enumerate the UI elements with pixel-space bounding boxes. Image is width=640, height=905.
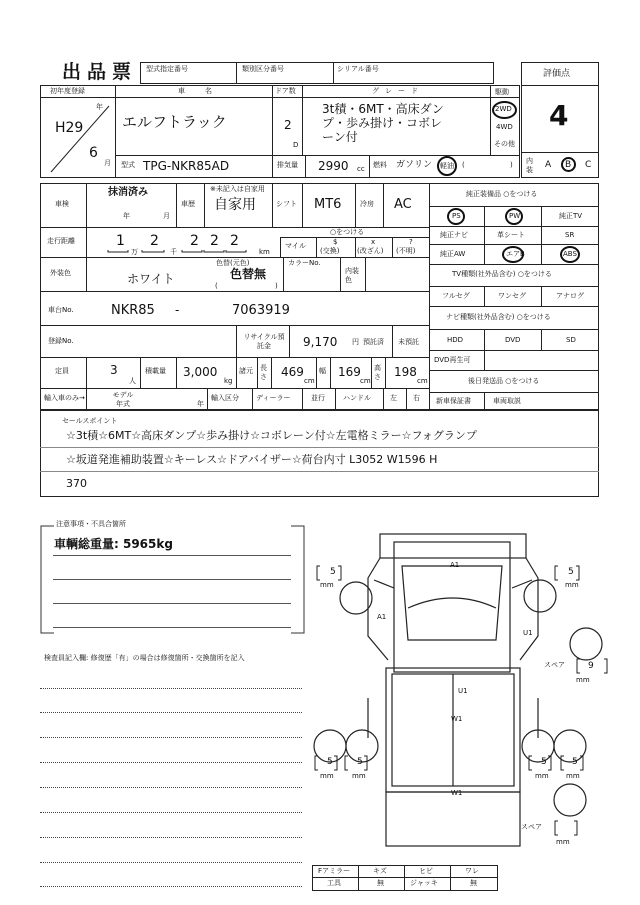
equip-sr: SR	[565, 231, 575, 239]
tv-one: ワンセグ	[498, 292, 526, 300]
model-value: TPG-NKR85AD	[143, 159, 230, 173]
tv-title: TV種類(社外品含む) ○をつける	[452, 270, 552, 278]
grade-line-3: ーン付	[322, 130, 358, 144]
history-value: 自家用	[214, 197, 256, 213]
mileage-opt1-sub: (交換)	[320, 247, 340, 255]
mileage-km: km	[259, 248, 270, 256]
month-unit: 月	[104, 159, 111, 167]
sales-line-2: ☆坂道発進補助装置☆キーレス☆ドアバイザー☆荷台内寸 L3052 W1596 H	[66, 453, 438, 466]
spare-top-label: スペア	[544, 661, 565, 669]
width-label: 幅	[319, 367, 326, 375]
inspection-month: 月	[163, 212, 170, 220]
diagram-label-u1-center: U1	[458, 687, 468, 695]
cc-value: 2990	[318, 159, 349, 173]
equip-airbag: エアB	[506, 250, 525, 258]
chassis-number: 7063919	[232, 303, 290, 318]
mileage-opt2: x	[371, 238, 376, 246]
interior-label: 内装	[526, 157, 533, 174]
equip-pw: PW	[509, 212, 521, 220]
drive-4wd: 4WD	[496, 123, 513, 131]
registration-label: 登録No.	[48, 337, 74, 345]
mileage-sen: 千	[170, 248, 177, 256]
score-value: 4	[549, 99, 569, 132]
color-no-label: カラーNo.	[288, 259, 321, 267]
reg-month: 6	[89, 145, 98, 161]
equip-aw: 純正AW	[440, 250, 466, 258]
spec-label: 諸元	[239, 367, 253, 375]
shift-value: MT6	[314, 197, 342, 212]
tire-mark-front-left: 5	[330, 567, 336, 577]
tire-mm-front-left: mm	[320, 581, 334, 589]
color-value: ホワイト	[127, 272, 175, 286]
type-number-label: 型式指定番号	[146, 65, 188, 73]
sales-label: セールスポイント	[62, 417, 118, 425]
first-reg-label: 初年度登録	[50, 87, 85, 95]
doors-d: D	[293, 141, 299, 149]
spare-bottom-label: スペア	[521, 823, 542, 831]
navi-dvd: DVD	[505, 336, 521, 344]
mileage-opt2-sub: (改ざん)	[357, 247, 384, 255]
spare-top-mm: mm	[576, 676, 590, 684]
score-label: 評価点	[543, 69, 571, 79]
grade-label: グレード	[372, 87, 424, 95]
spare-bottom-mm: mm	[556, 838, 570, 846]
length-label: 長さ	[260, 364, 267, 381]
length-unit: cm	[304, 377, 315, 385]
height-unit: cm	[417, 377, 428, 385]
mileage-digit-5: 2	[230, 233, 239, 249]
interior-b: B	[565, 160, 572, 170]
drive-2wd: 2WD	[495, 105, 512, 113]
spare-top-value: 9	[588, 661, 594, 671]
tire-brackets	[312, 562, 596, 772]
recycle-label: リサイクル預託金	[243, 333, 285, 350]
ac-value: AC	[394, 197, 412, 212]
doors-label: ドア数	[275, 87, 296, 95]
after-manual: 車両取説	[493, 397, 521, 405]
dvd-playback: DVD再生可	[434, 356, 471, 364]
mileage-digit-3: 2	[190, 233, 199, 249]
tv-analog: アナログ	[556, 292, 584, 300]
height-value: 198	[394, 365, 417, 379]
diagram-label-a1-top: A1	[450, 561, 460, 569]
mileage-digit-1: 1	[116, 233, 125, 249]
notes-label: 注意事項・不具合箇所	[56, 520, 126, 528]
diagram-label-w1-center: W1	[451, 715, 463, 723]
drive-label: 駆動	[495, 88, 509, 96]
mileage-options-note: ○をつける	[330, 228, 365, 236]
header-code-box	[140, 62, 494, 84]
import-class-label: 輸入区分	[211, 394, 239, 402]
width-unit: cm	[360, 377, 371, 385]
reg-year: H29	[55, 120, 84, 136]
color-change-label: 色替(元色)	[216, 259, 250, 267]
color-label: 外装色	[50, 269, 71, 277]
inspection-year: 年	[123, 212, 130, 220]
inner-color-label: 内装色	[345, 267, 359, 284]
parts-r1c4: ワレ	[465, 867, 479, 875]
chassis-label: 車台No.	[48, 306, 74, 314]
model-year-unit: 年	[197, 400, 204, 408]
equip-tv: 純正TV	[559, 212, 583, 220]
recycle-yen: 円	[352, 338, 359, 346]
color-change-paren-open: (	[215, 282, 218, 290]
mile-label: マイル	[285, 242, 306, 250]
handle-left: 左	[390, 394, 397, 402]
car-name-label: 車名	[178, 87, 232, 95]
mileage-digit-4: 2	[210, 233, 219, 249]
equip-navi: 純正ナビ	[440, 231, 468, 239]
doors-value: 2	[284, 118, 292, 132]
grade-line-1: 3t積・6MT・高床ダン	[322, 102, 444, 116]
equip-abs: ABS	[563, 250, 577, 258]
capacity-label: 定員	[55, 367, 69, 375]
navi-hdd: HDD	[447, 336, 464, 344]
interior-a: A	[545, 160, 552, 170]
grade-line-2: プ・歩み掛け・コボレ	[322, 116, 443, 130]
equip-ps: PS	[452, 212, 461, 220]
parts-r2c3: ジャッキ	[410, 879, 438, 887]
tire-mark-front-right: 5	[568, 567, 574, 577]
tire-mm-rl-outer: mm	[320, 772, 334, 780]
parts-r1c3: ヒビ	[419, 867, 433, 875]
handle-label: ハンドル	[343, 394, 371, 402]
fuel-value: ガソリン	[396, 160, 433, 170]
navi-title: ナビ種類(社外品含む) ○をつける	[446, 313, 551, 321]
model-year-label: モデル年式	[112, 391, 134, 408]
diagram-label-u1-right: U1	[523, 629, 533, 637]
cc-label: 排気量	[277, 161, 298, 169]
inspection-label: 車検	[55, 200, 69, 208]
color-change-value: 色替無	[230, 267, 267, 281]
tv-full: フルセグ	[442, 292, 470, 300]
length-value: 469	[281, 365, 304, 379]
import-label: 輸入車のみ→	[44, 394, 85, 402]
tire-mm-rl-inner: mm	[352, 772, 366, 780]
import-dealer: ディーラー	[256, 394, 291, 402]
sales-line-1: ☆3t積☆6MT☆高床ダンプ☆歩み掛け☆コボレーン付☆左電格ミラー☆フォグランプ	[66, 429, 477, 442]
parts-r2c4: 無	[470, 879, 477, 887]
model-label: 型式	[121, 161, 135, 169]
height-label: 高さ	[374, 364, 381, 381]
fuel-paren-close: )	[510, 161, 513, 169]
mileage-digit-2: 2	[150, 233, 159, 249]
parts-r1c2: キズ	[373, 867, 387, 875]
page-title: 出品票	[62, 61, 138, 83]
interior-c: C	[585, 160, 592, 170]
tire-mm-rr-inner: mm	[535, 772, 549, 780]
parts-r1c1: Fアミラー	[318, 867, 351, 875]
after-title: 後日発送品 ○をつける	[468, 377, 540, 385]
capacity-unit: 人	[129, 377, 136, 385]
sales-line-3: 370	[66, 477, 87, 490]
chassis-prefix: NKR85	[111, 303, 155, 318]
width-value: 169	[338, 365, 361, 379]
parts-r2c2: 無	[377, 879, 384, 887]
tire-mark-rl-outer: 5	[327, 757, 333, 767]
serial-number-label: シリアル番号	[337, 65, 379, 73]
tire-mm-front-right: mm	[565, 581, 579, 589]
recycle-value: 9,170	[303, 335, 338, 349]
equipment-title: 純正装備品 ○をつける	[466, 190, 538, 198]
navi-sd: SD	[566, 336, 576, 344]
tire-mark-rr-outer: 5	[572, 757, 578, 767]
load-label: 積載量	[145, 367, 166, 375]
recycle-unpaid: 未預託	[398, 338, 419, 346]
tire-mm-rr-outer: mm	[566, 772, 580, 780]
tire-mark-rr-inner: 5	[541, 757, 547, 767]
drive-other: その他	[494, 140, 515, 148]
after-warranty: 新車保証書	[436, 397, 471, 405]
cc-unit: cc	[357, 165, 365, 173]
mileage-man: 万	[131, 248, 138, 256]
import-parallel: 並行	[311, 394, 325, 402]
mileage-opt1: $	[333, 238, 338, 246]
color-change-paren-close: )	[275, 282, 278, 290]
mileage-opt3: ?	[409, 238, 413, 246]
mileage-digit-boxes	[106, 232, 266, 254]
equip-leather: 革シート	[497, 231, 525, 239]
fuel-paren: (	[462, 161, 465, 169]
inspection-value: 抹消済み	[108, 187, 148, 198]
mileage-opt3-sub: (不明)	[396, 247, 416, 255]
car-name: エルフトラック	[122, 113, 227, 131]
ac-label: 冷房	[360, 200, 374, 208]
history-note: ※未記入は自家用	[210, 185, 265, 193]
year-unit: 年	[96, 103, 103, 111]
history-label: 車歴	[181, 200, 195, 208]
fuel-label: 燃料	[373, 161, 387, 169]
class-number-label: 類別区分番号	[242, 65, 284, 73]
fuel-light: 軽油	[440, 162, 454, 170]
diagram-label-w1-bottom: W1	[451, 789, 463, 797]
load-unit: kg	[224, 377, 233, 385]
shift-label: シフト	[276, 200, 297, 208]
capacity-value: 3	[110, 363, 118, 377]
chassis-dash: -	[175, 303, 180, 317]
parts-r2c1: 工具	[327, 879, 341, 887]
handle-right: 右	[413, 394, 420, 402]
inspector-note: 検査員記入欄: 修復歴「有」の場合は修復箇所・交換箇所を記入	[44, 654, 245, 662]
mileage-label: 走行距離	[47, 237, 75, 245]
notes-text: 車輌総重量: 5965kg	[54, 537, 173, 551]
reg-slash	[45, 100, 113, 175]
tire-mark-rl-inner: 5	[357, 757, 363, 767]
diagram-label-a1-left: A1	[377, 613, 387, 621]
load-value: 3,000	[183, 365, 218, 379]
recycle-paid: 預託済	[363, 338, 384, 346]
